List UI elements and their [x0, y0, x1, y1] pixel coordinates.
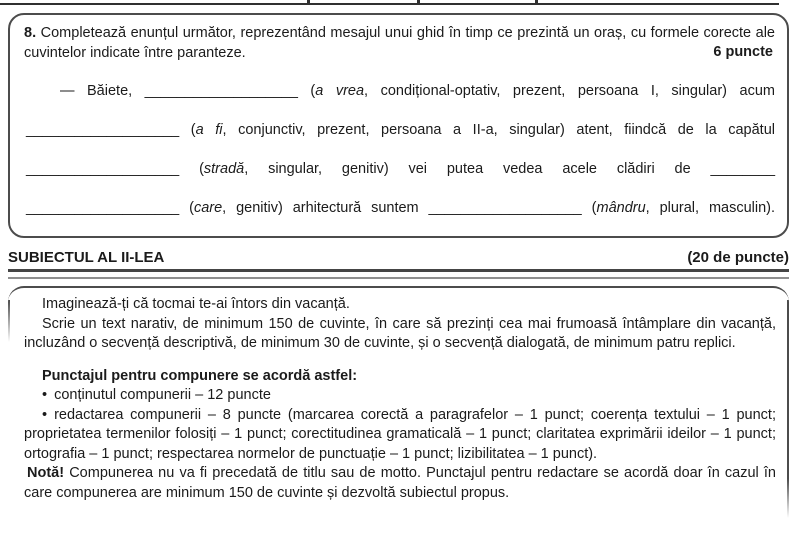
- box-border-left: [8, 300, 10, 342]
- fill-in-line-4: [26, 199, 775, 218]
- criteria-bullet-2-text: redactarea compunerii – 8 puncte (marcarea corectă a paragrafelor – 1 punct; coerența textului – 1 punct; proprietatea termenilor folosiți – 1 punct; corectitudinea gramaticală – 1 punct; claritatea exprimării ideilor – 1 punct; ortografia – 1 punct; respectarea normelor de punctuație – 1 punct; lizibilitatea – 1 punct).: [24, 406, 776, 462]
- spacer: [24, 354, 776, 367]
- subject-2-box: [8, 286, 789, 534]
- question-8-points-badge: 6 puncte: [713, 44, 773, 60]
- paren-open: (: [179, 122, 196, 138]
- note-paragraph: [24, 464, 776, 503]
- heading-secondary-rule: [8, 277, 789, 279]
- paren-open: (: [297, 83, 316, 99]
- bullet-icon: •: [42, 387, 48, 403]
- paren-open: (: [581, 200, 597, 216]
- grammar-hint: , singular, genitiv) vei putea vedea acele clădiri de: [244, 161, 711, 177]
- subject-2-premise: Imaginează-ți că tocmai te-ai întors din vacanță.: [42, 296, 350, 312]
- note-label: Notă!: [27, 465, 65, 481]
- criteria-title: Punctajul pentru compunere se acordă astfel:: [42, 367, 358, 384]
- cropped-character-remnant: [417, 0, 420, 3]
- fill-in-line-1: [60, 82, 775, 101]
- fill-in-blank: ___________________: [26, 161, 180, 177]
- subject-2-heading-row: [8, 249, 789, 272]
- fill-in-line-2: [26, 121, 775, 140]
- adjective-hint-italic: mândru: [596, 200, 646, 216]
- grammar-hint: , plural, masculin).: [645, 200, 776, 216]
- grammar-hint: , conjunctiv, prezent, persoana a II-a, singular) atent, fiindcă de la capătul: [222, 122, 775, 138]
- fill-in-blank: ___________________: [428, 200, 582, 216]
- verb-hint-italic: a fi: [195, 122, 223, 138]
- criteria-bullet-1-text: conținutul compunerii – 12 puncte: [54, 387, 271, 403]
- paren-open: (: [179, 200, 194, 216]
- bullet-icon: •: [42, 406, 48, 423]
- fill-in-blank: ___________________: [26, 200, 180, 216]
- grammar-hint: , condițional-optativ, prezent, persoana I, singular): [364, 83, 740, 99]
- noun-hint-italic: stradă: [203, 161, 245, 177]
- verb-hint-italic: a vrea: [315, 83, 365, 99]
- fill-in-blank: ___________________: [26, 122, 180, 138]
- cropped-character-remnant: [535, 0, 538, 3]
- dialogue-dash-text: — Băiete,: [60, 83, 145, 99]
- paren-open: (: [179, 161, 204, 177]
- question-number: 8.: [24, 25, 37, 41]
- subject-2-title: SUBIECTUL AL II-LEA: [8, 249, 165, 266]
- subject-2-points-badge: (20 de puncte): [687, 249, 789, 266]
- grammar-hint: , genitiv) arhitectură suntem: [222, 200, 429, 216]
- box-border-right: [787, 300, 789, 518]
- fill-in-line-3: [26, 160, 775, 179]
- fill-in-blank-short: ________: [710, 161, 776, 177]
- question-8-statement: [24, 23, 775, 63]
- pronoun-hint-italic: care: [193, 200, 223, 216]
- question-8-text: Completează enunțul următor, reprezentând mesajul unui ghid în timp ce prezintă un oraș, cu formele corecte ale cuvintelor indicate între paranteze.: [24, 25, 775, 61]
- question-8-box: [8, 13, 789, 238]
- criteria-bullet-1: [24, 386, 776, 406]
- fill-in-blank: ___________________: [144, 83, 298, 99]
- cropped-character-remnant: [307, 0, 310, 3]
- note-text: Compunerea nu va fi precedată de titlu sau de motto. Punctajul pentru redactare se acordă doar în cazul în care compunerea are minimum 150 de cuvinte și dezvoltă subiectul propus.: [24, 465, 776, 501]
- subject-2-task: Scrie un text narativ, de minimum 150 de cuvinte, în care să prezinți cea mai frumoasă întâmplare din vacanță, incluzând o secvență descriptivă, de minimum 30 de cuvinte, și o secvență dialogată, de minimum patru replici.: [24, 315, 776, 351]
- criteria-bullet-2: [24, 406, 776, 465]
- cropped-previous-table-rule: [0, 3, 779, 5]
- line-tail-text: acum: [739, 83, 775, 99]
